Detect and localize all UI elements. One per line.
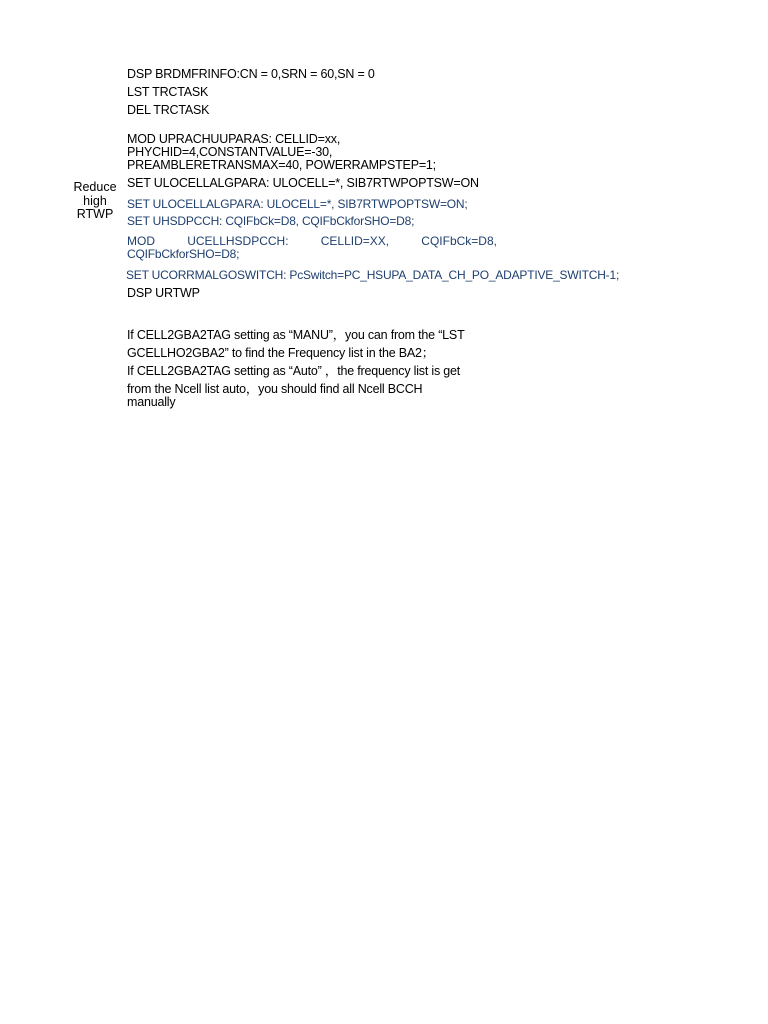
note-manu: [127, 329, 497, 360]
note-auto-line-2: from the Ncell list auto，you should find all Ncell BCCH: [127, 382, 423, 396]
note-auto-line-1: If CELL2GBA2TAG setting as “Auto” ，the frequency list is get: [127, 364, 461, 378]
command-mod-uprachuuparas-line-3: PREAMBLERETRANSMAX=40, POWERRAMPSTEP=1;: [127, 158, 436, 172]
command-mod-ucellhsdpcch-line-2: CQIFbCkforSHO=D8;: [127, 247, 240, 261]
side-label-line-3: RTWP: [76, 207, 114, 221]
command-set-ulocellalgpara: SET ULOCELLALGPARA: ULOCELL=*, SIB7RTWPOPTSW=ON: [127, 176, 479, 190]
command-mod-ucellhsdpcch-word-4: CQIFbCk=D8,: [421, 234, 497, 248]
command-mod-ucellhsdpcch-word-3: CELLID=XX,: [320, 234, 390, 248]
side-label: [70, 181, 120, 222]
side-label-line-2: high: [83, 193, 107, 208]
command-mod-uprachuuparas-line-2: PHYCHID=4,CONSTANTVALUE=-30,: [127, 145, 333, 159]
command-set-ucorrmalgoswitch: SET UCORRMALGOSWITCH: PcSwitch=PC_HSUPA_DATA_CH_PO_ADAPTIVE_SWITCH-1;: [126, 268, 620, 282]
command-del-trctask: DEL TRCTASK: [127, 103, 210, 117]
side-label-line-1: Reduce: [73, 180, 117, 194]
command-dsp-brdmfrinfo: DSP BRDMFRINFO:CN = 0,SRN = 60,SN = 0: [127, 67, 375, 81]
command-set-ulocellalgpara-blue: SET ULOCELLALGPARA: ULOCELL=*, SIB7RTWPOPTSW=ON;: [127, 197, 468, 211]
command-dsp-urtwp: DSP URTWP: [127, 286, 200, 300]
command-mod-ucellhsdpcch-word-1: MOD: [127, 234, 155, 248]
note-manu-line-1: If CELL2GBA2TAG setting as “MANU”，you can from the “LST: [127, 328, 465, 342]
command-mod-uprachuuparas-line-1: MOD UPRACHUUPARAS: CELLID=xx,: [127, 132, 341, 146]
note-auto-line-3: manually: [127, 395, 176, 409]
command-lst-trctask: LST TRCTASK: [127, 85, 209, 99]
note-manu-line-2: GCELLHO2GBA2” to find the Frequency list in the BA2；: [127, 346, 435, 360]
command-mod-uprachuuparas: [127, 133, 436, 172]
command-mod-ucellhsdpcch-word-2: UCELLHSDPCCH:: [187, 234, 289, 248]
note-auto: [127, 365, 497, 409]
command-set-uhsdpcch: SET UHSDPCCH: CQIFbCk=D8, CQIFbCkforSHO=D8;: [127, 214, 415, 228]
